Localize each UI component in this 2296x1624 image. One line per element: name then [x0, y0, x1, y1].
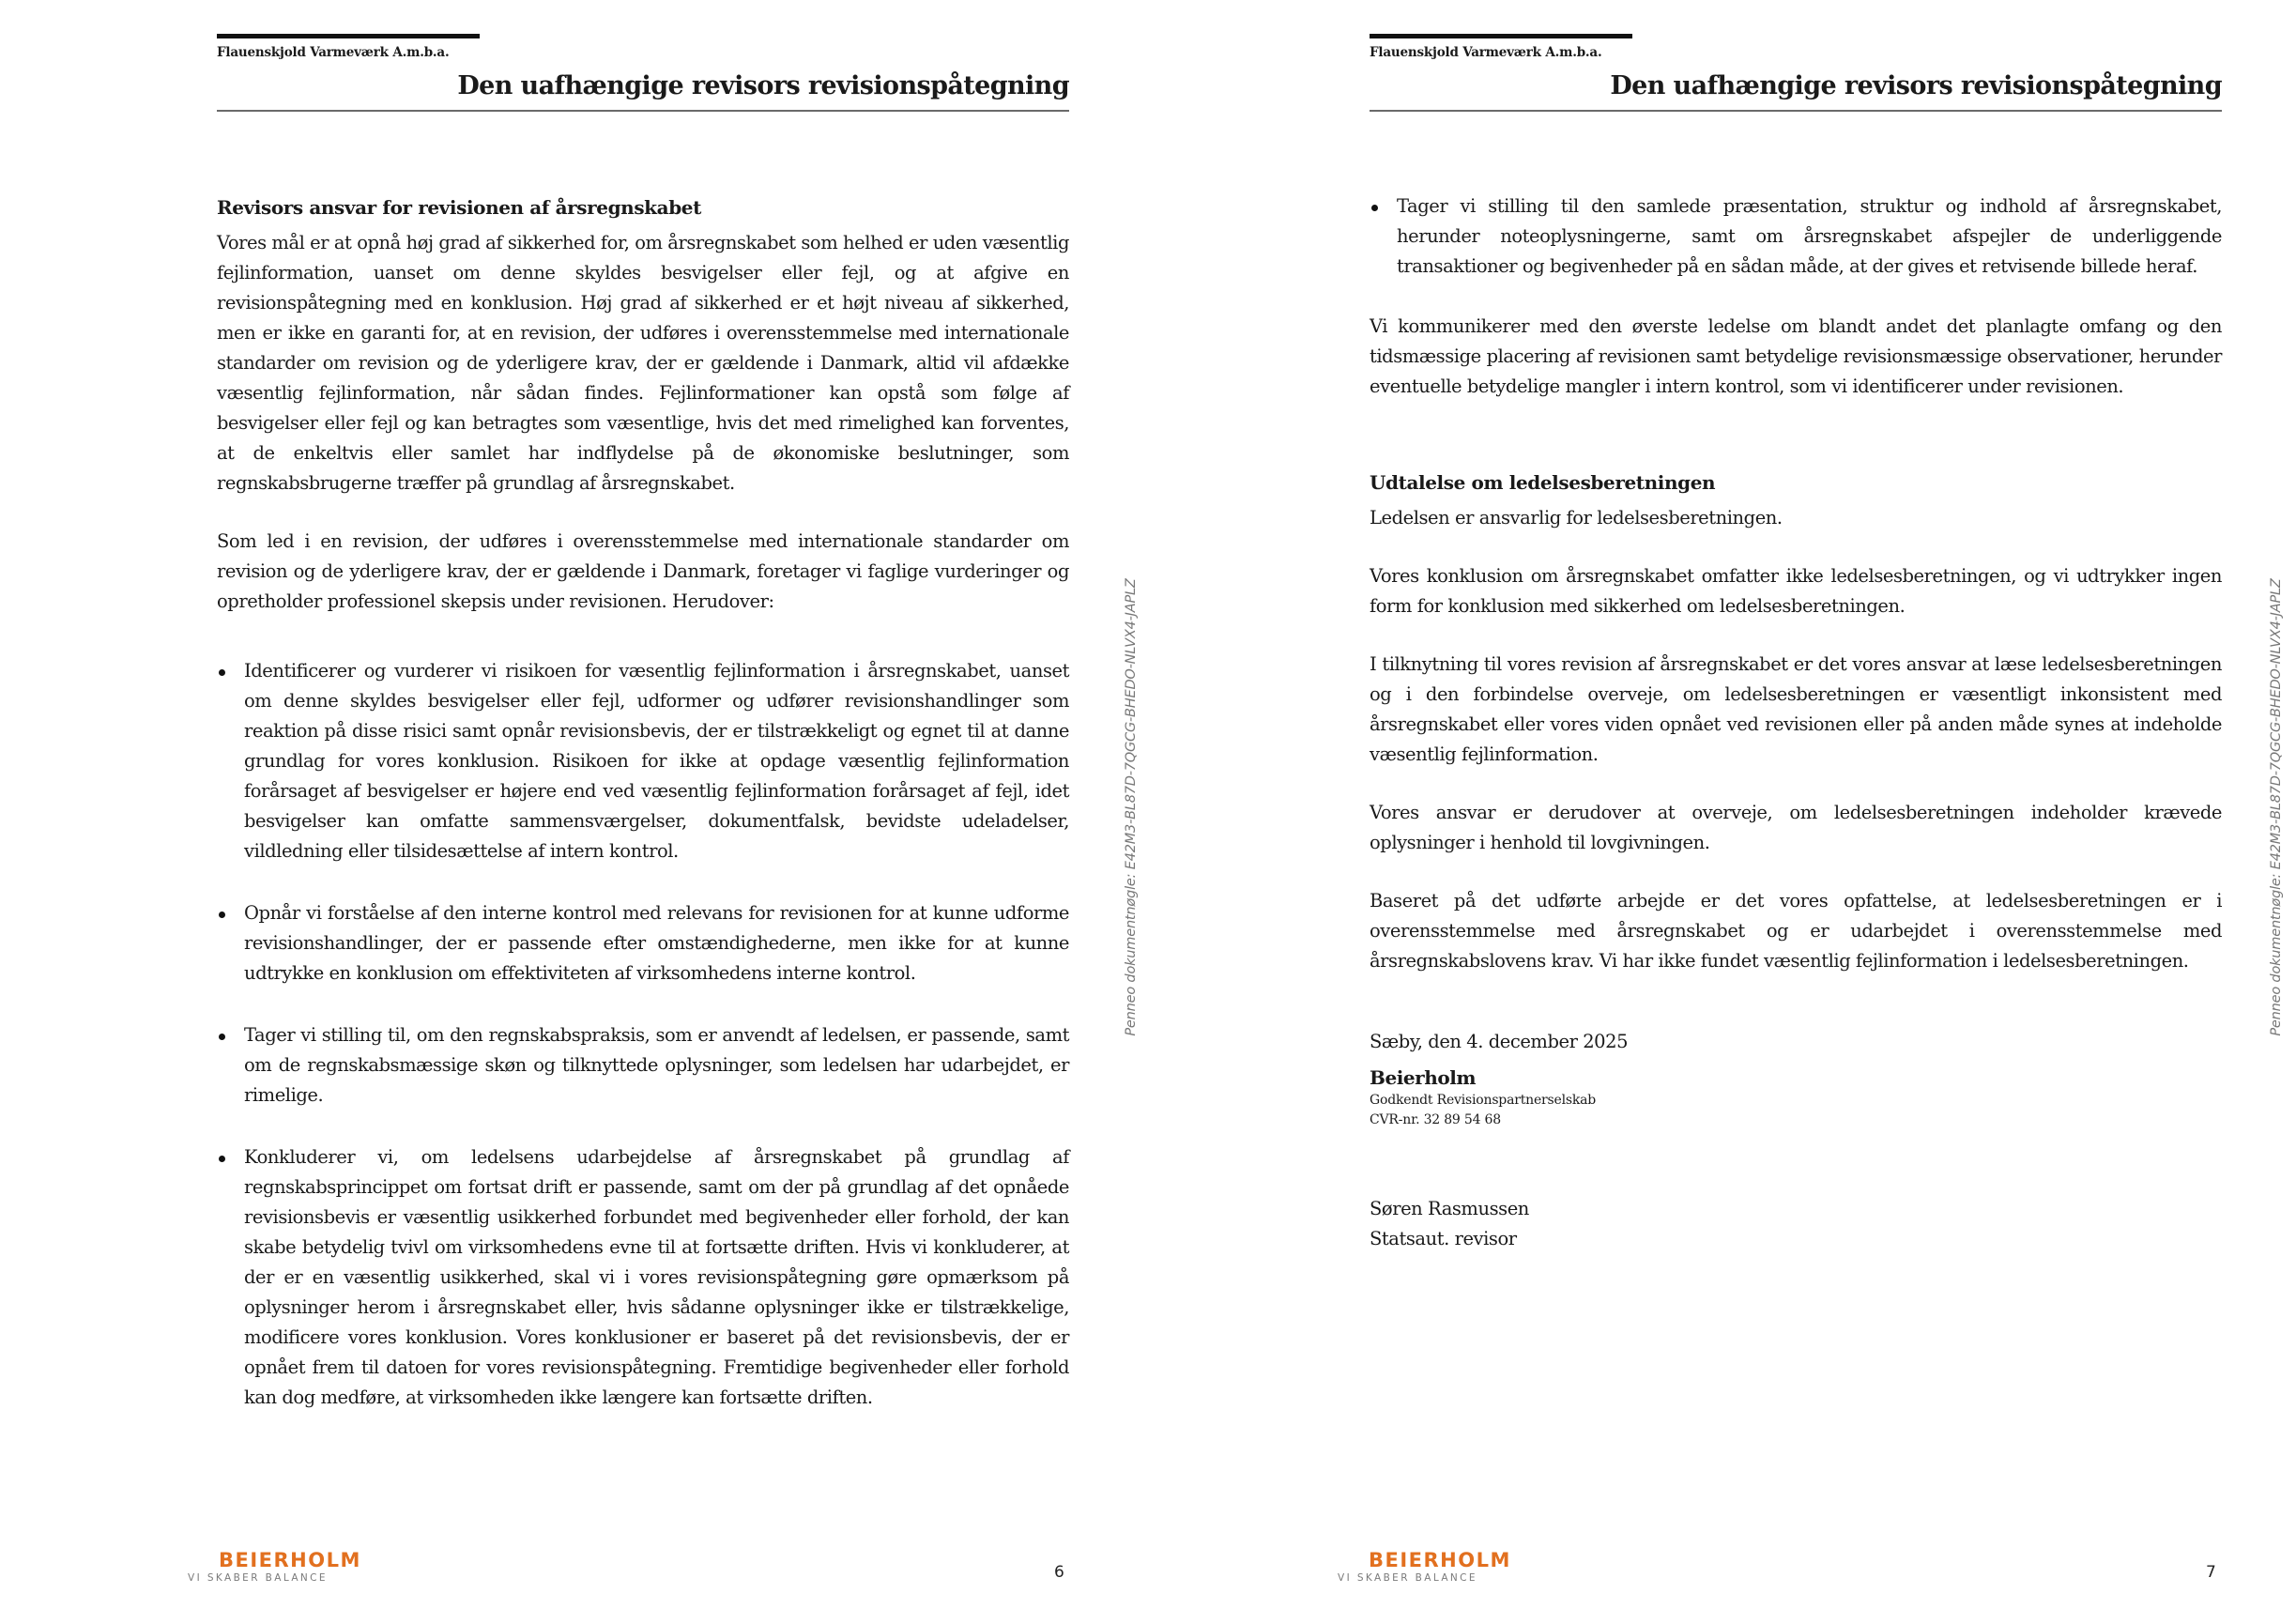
- paragraph: Baseret på det udførte arbejde er det vores opfattelse, at ledelsesberetningen er i overensstemmelse med årsregnskabet og er udarbejdet i overensstemmelse med årsregnskabslovens krav. Vi har ikke fundet væsentlig fejlinformation i ledelsesberetningen.: [1370, 890, 2222, 972]
- paragraph: Vores ansvar er derudover at overveje, om ledelsesberetningen indeholder krævede oplysninger i henhold til lovgivningen.: [1370, 802, 2222, 853]
- logo-wordmark: BEIERHOLM: [219, 1549, 361, 1571]
- signature-place-date: Sæby, den 4. december 2025: [1370, 1031, 1629, 1052]
- page-number: 6: [1054, 1563, 1064, 1582]
- bullet-text: Tager vi stilling til den samlede præsentation, struktur og indhold af årsregnskabet, herunder noteoplysningerne, samt om årsregnskabet afspejler de underliggende transaktioner og begivenheder på en sådan måde, at der gives et retvisende billede heraf.: [1397, 195, 2222, 277]
- header-divider: [217, 110, 1069, 112]
- bullet-text: Identificerer og vurderer vi risikoen for væsentlig fejlinformation i årsregnskabet, uanset om denne skyldes besvigelser eller fejl, udformer og udfører revisionshandlinger som reaktion på disse risici samt opnår revisionsbevis, der er tilstrækkeligt og egnet til at danne grundlag for vores konklusion. Risikoen for ikke at opdage væsentlig fejlinformation forårsaget af besvigelser er højere end ved væsentlig fejlinformation forårsaget af fejl, idet besvigelser kan omfatte sammensværgelser, dokumentfalsk, bevidste udeladelser, vildledning eller tilsidesættelse af intern kontrol.: [244, 660, 1069, 862]
- paragraph: Vores mål er at opnå høj grad af sikkerhed for, om årsregnskabet som helhed er uden væsentlig fejlinformation, uanset om denne skyldes besvigelser eller fejl, og at afgive en revisionspåtegning med en konklusion. Høj grad af sikkerhed er et højt niveau af sikkerhed, men er ikke en garanti for, at en revision, der udføres i overensstemmelse med internationale standarder om revision og de yderligere krav, der er gældende i Danmark, altid vil afdække væsentlig fejlinformation, når sådan findes. Fejlinformationer kan opstå som følge af besvigelser eller fejl og kan betragtes som væsentlige, hvis det med rimelighed kan forventes, at de enkeltvis eller samlet har indflydelse på de økonomiske beslutninger, som regnskabsbrugerne træffer på grundlag af årsregnskabet.: [217, 232, 1069, 494]
- bullet-icon: [219, 1034, 225, 1040]
- paragraph: Vi kommunikerer med den øverste ledelse om blandt andet det planlagte omfang og den tidsmæssige placering af revisionen samt betydelige revisionsmæssige observationer, herunder eventuelle betydelige mangler i intern kontrol, som vi identificerer under revisionen.: [1370, 315, 2222, 397]
- signature-firm: Beierholm: [1370, 1066, 1477, 1089]
- paragraph: Ledelsen er ansvarlig for ledelsesberetningen.: [1370, 507, 1783, 529]
- signature-firm-type: Godkendt Revisionspartnerselskab: [1370, 1093, 1597, 1108]
- bullet-icon: [219, 912, 225, 918]
- bullet-item: [217, 1142, 1069, 1413]
- header-top-bar: [1370, 34, 1632, 38]
- bullet-item: [1370, 192, 2222, 282]
- header-top-bar: [217, 34, 480, 38]
- bullet-item: [217, 656, 1069, 866]
- bullet-icon: [1371, 205, 1378, 211]
- section-heading: Udtalelse om ledelsesberetningen: [1370, 471, 1716, 494]
- document-key-watermark: [2262, 573, 2290, 1042]
- bullet-list: [217, 656, 1069, 1413]
- logo-tagline: VI SKABER BALANCE: [1338, 1572, 1477, 1584]
- watermark-text: Penneo dokumentnøgle: E42M3-BL87D-7QGCG-BHEDO-NLVX4-JAPLZ: [1124, 578, 1139, 1036]
- document-key-watermark: [1117, 573, 1145, 1042]
- bullet-text: Opnår vi forståelse af den interne kontrol med relevans for revisionen for at kunne udforme revisionshandlinger, der er passende efter omstændighederne, men ikke for at kunne udtrykke en konklusion om effektiviteten af virksomhedens interne kontrol.: [244, 902, 1069, 984]
- page-content: [217, 192, 1069, 1413]
- header-title: Den uafhængige revisors revisionspåtegning: [1610, 71, 2222, 100]
- document-page-7: [1148, 0, 2296, 1624]
- section-heading: Revisors ansvar for revisionen af årsregnskabet: [217, 196, 701, 219]
- header-company-name: Flauenskjold Varmeværk A.m.b.a.: [1370, 45, 1602, 60]
- page-number: 7: [2206, 1563, 2216, 1582]
- paragraph: Vores konklusion om årsregnskabet omfatter ikke ledelsesberetningen, og vi udtrykker ingen form for konklusion med sikkerhed om ledelsesberetningen.: [1370, 565, 2222, 617]
- bullet-list: [1370, 192, 2222, 282]
- header-divider: [1370, 110, 2222, 112]
- beierholm-logo: [188, 1549, 375, 1585]
- signer-title: Statsaut. revisor: [1370, 1228, 1517, 1249]
- watermark-text: Penneo dokumentnøgle: E42M3-BL87D-7QGCG-BHEDO-NLVX4-JAPLZ: [2269, 578, 2284, 1036]
- bullet-icon: [219, 1156, 225, 1162]
- logo-wordmark: BEIERHOLM: [1369, 1549, 1511, 1571]
- beierholm-logo: [1338, 1549, 1525, 1585]
- header-title: Den uafhængige revisors revisionspåtegning: [457, 71, 1069, 100]
- signature-block: [1370, 1027, 2222, 1254]
- paragraph: Som led i en revision, der udføres i overensstemmelse med internationale standarder om revision og de yderligere krav, der er gældende i Danmark, foretager vi faglige vurderinger og opretholder professionel skepsis under revisionen. Herudover:: [217, 530, 1069, 612]
- bullet-item: [217, 898, 1069, 988]
- signature-cvr: CVR-nr. 32 89 54 68: [1370, 1112, 1501, 1127]
- logo-tagline: VI SKABER BALANCE: [188, 1572, 328, 1584]
- page-header: [1370, 34, 2222, 112]
- page-header: [217, 34, 1069, 112]
- signer-name: Søren Rasmussen: [1370, 1198, 1529, 1219]
- header-company-name: Flauenskjold Varmeværk A.m.b.a.: [217, 45, 450, 60]
- page-content: [1370, 192, 2222, 1254]
- bullet-icon: [219, 669, 225, 676]
- paragraph: I tilknytning til vores revision af årsregnskabet er det vores ansvar at læse ledelsesberetningen og i den forbindelse overveje, om ledelsesberetningen er væsentligt inkonsistent med årsregnskabet eller vores viden opnået ved revisionen eller på anden måde synes at indeholde væsentlig fejlinformation.: [1370, 653, 2222, 765]
- bullet-text: Konkluderer vi, om ledelsens udarbejdelse af årsregnskabet på grundlag af regnskabsprincippet om fortsat drift er passende, samt om der på grundlag af det opnåede revisionsbevis er væsentlig usikkerhed forbundet med begivenheder eller forhold, der kan skabe betydelig tvivl om virksomhedens evne til at fortsætte driften. Hvis vi konkluderer, at der er en væsentlig usikkerhed, skal vi i vores revisionspåtegning gøre opmærksom på oplysninger herom i årsregnskabet eller, hvis sådanne oplysninger ikke er tilstrækkelige, modificere vores konklusion. Vores konklusioner er baseret på det revisionsbevis, der er opnået frem til datoen for vores revisionspåtegning. Fremtidige begivenheder eller forhold kan dog medføre, at virksomheden ikke længere kan fortsætte driften.: [244, 1146, 1069, 1408]
- bullet-text: Tager vi stilling til, om den regnskabspraksis, som er anvendt af ledelsen, er passende, samt om de regnskabsmæssige skøn og tilknyttede oplysninger, som ledelsen har udarbejdet, er rimelige.: [244, 1024, 1069, 1106]
- bullet-item: [217, 1020, 1069, 1111]
